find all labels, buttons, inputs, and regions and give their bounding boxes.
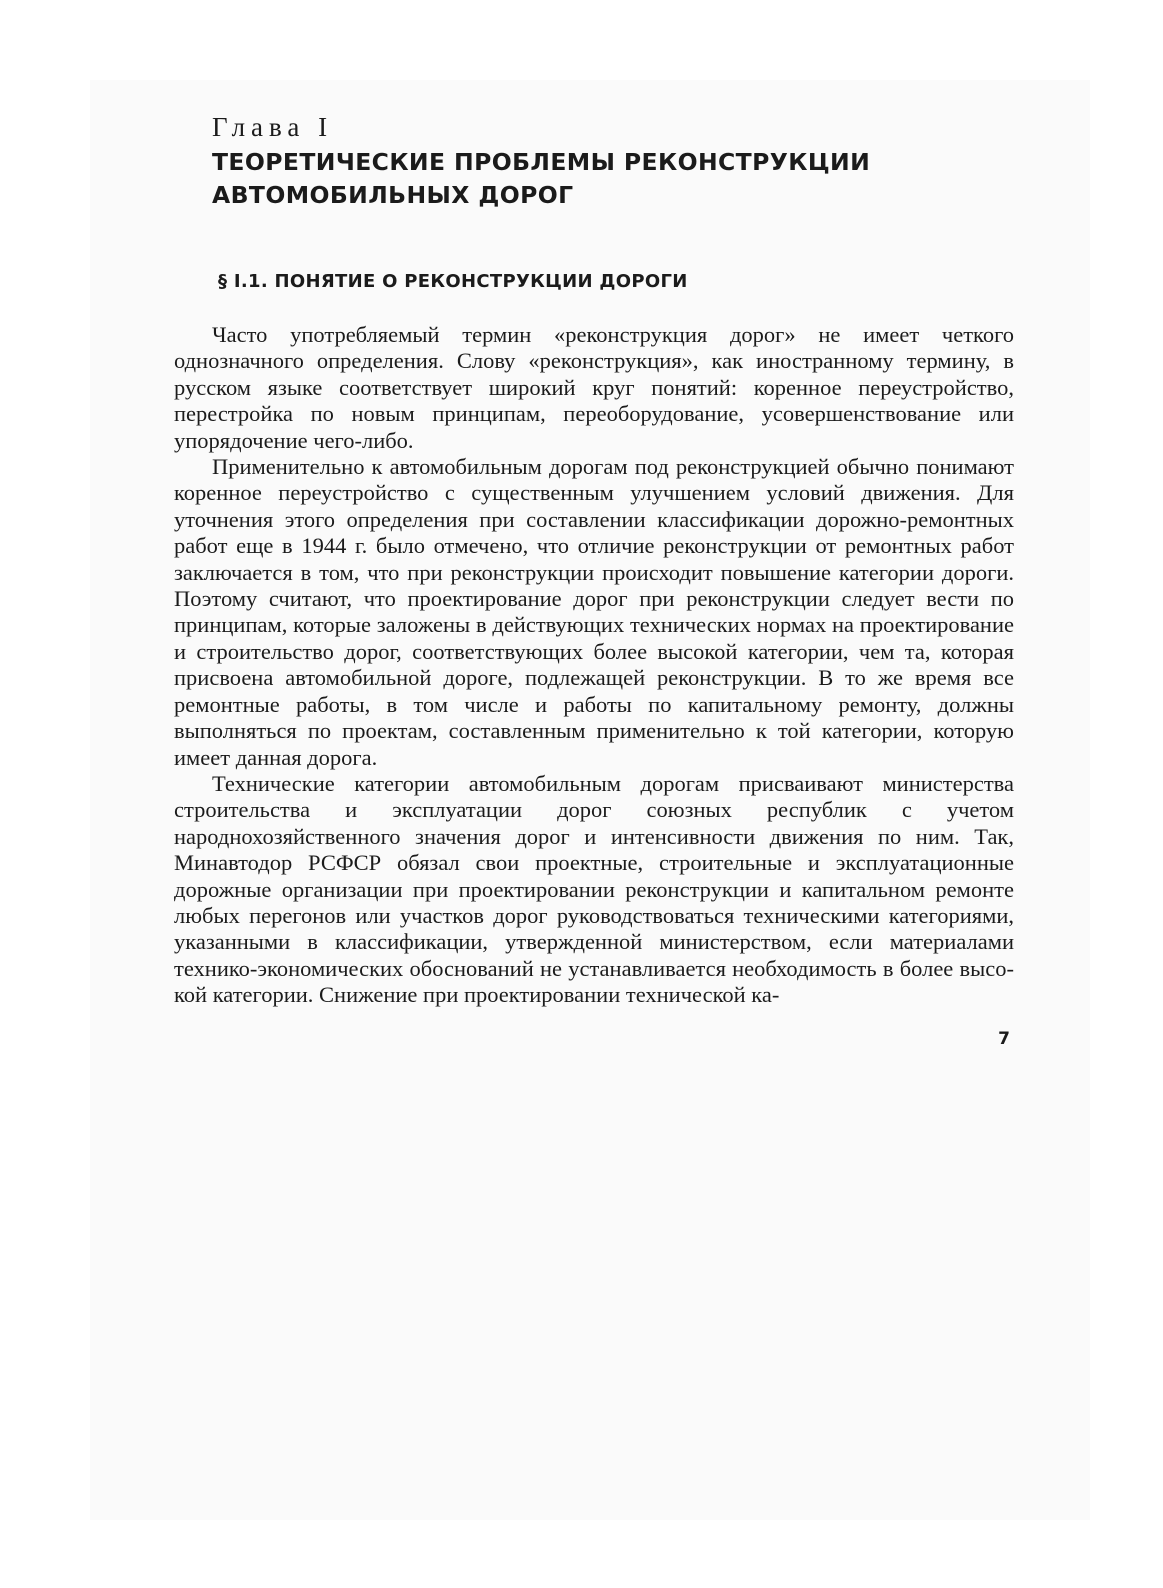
chapter-title-line-2: АВТОМОБИЛЬНЫХ ДОРОГ	[212, 181, 574, 209]
paragraph-3: Технические категории автомобильным дорогам присваивают министерства строительства и эксплуатации дорог союзных республик с учетом народнохозяйственного значения дорог и интенсивности движения по ним. Так, Минавтодор РСФСР обязал свои проектные, строительные и эксплуатационные дорожные организации при проектировании реконструкции и капитальном ремонте любых перегонов или участков дорог руководствоваться техническими категориями, указанными в классификации, утвержденной министерством, если материалами технико-экономических обоснований не устанавливается необходимость в более высокой категории. Снижение при проектировании технической ка-	[174, 770, 1014, 1008]
page-number: 7	[998, 1028, 1010, 1049]
paragraph-2: Применительно к автомобильным дорогам под реконструкцией обычно понимают коренное переустройство с существенным улучшением условий движения. Для уточнения этого определения при составлении классификации дорожно-ремонтных работ еще в 1944 г. было отмечено, что отличие реконструкции от ремонтных работ заключается в том, что при реконструкции происходит повышение категории дороги. Поэтому считают, что проектирование дорог при реконструкции следует вести по принципам, которые заложены в действующих технических нормах на проектирование и строительство дорог, соответствующих более высокой категории, чем та, которая присвоена автомобильной дороге, подлежащей реконструкции. В то же время все ремонтные работы, в том числе и работы по капитальному ремонту, должны выполняться по проектам, составленным применительно к той категории, которую имеет данная дорога.	[174, 454, 1014, 770]
chapter-title	[212, 146, 1014, 212]
book-page	[174, 110, 1014, 1049]
chapter-title-line-1: ТЕОРЕТИЧЕСКИЕ ПРОБЛЕМЫ РЕКОНСТРУКЦИИ	[212, 148, 871, 176]
body-text	[174, 322, 1014, 1009]
section-title: § I.1. ПОНЯТИЕ О РЕКОНСТРУКЦИИ ДОРОГИ	[218, 271, 688, 292]
chapter-label: Глава I	[212, 112, 334, 142]
paragraph-1: Часто употребляемый термин «реконструкция дорог» не имеет четкого однозначного определения. Слову «реконструкция», как иностранному термину, в русском языке соответствует широкий круг понятий: коренное переустройство, перестройка по новым принципам, переоборудование, усовершенствование или упорядочение чего-либо.	[174, 322, 1014, 453]
